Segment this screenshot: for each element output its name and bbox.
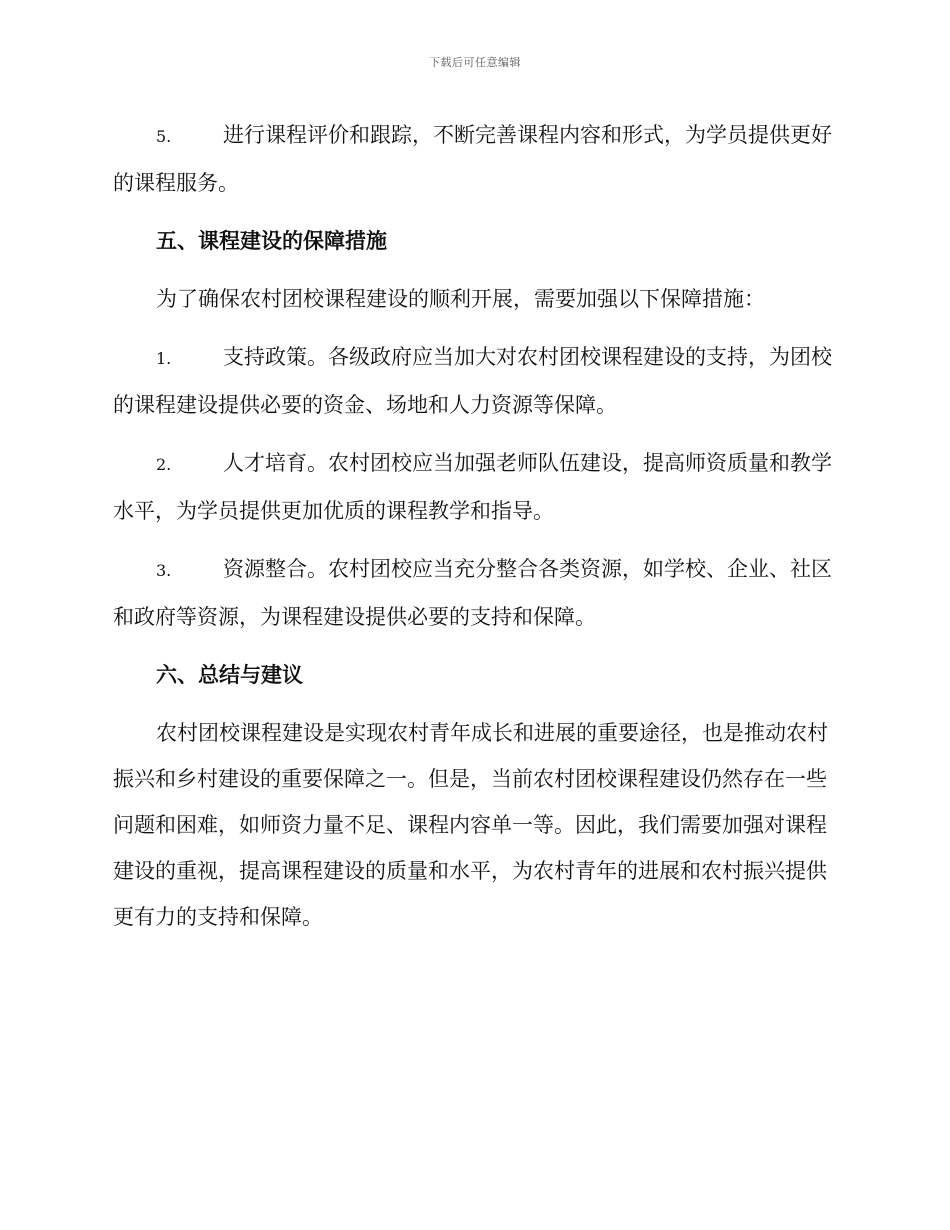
list-number: 2. bbox=[156, 455, 172, 474]
list-item-text: 人才培育。农村团校应当加强老师队伍建设，提高师资质量和教学水平，为学员提供更加优质的课程教学和指导。 bbox=[113, 451, 832, 523]
list-item-text: 进行课程评价和跟踪，不断完善课程内容和形式，为学员提供更好的课程服务。 bbox=[113, 123, 832, 195]
section-heading-5: 五、课程建设的保障措施 bbox=[156, 229, 387, 253]
list-item-1 bbox=[113, 334, 835, 428]
section-5-intro: 为了确保农村团校课程建设的顺利开展，需要加强以下保障措施： bbox=[156, 287, 765, 311]
list-item-5 bbox=[113, 112, 835, 206]
list-number: 1. bbox=[156, 349, 172, 368]
section-6-body: 农村团校课程建设是实现农村青年成长和进展的重要途径，也是推动农村振兴和乡村建设的重要保障之一。但是，当前农村团校课程建设仍然存在一些问题和困难，如师资力量不足、课程内容单一等。因此，我们需要加强对课程建设的重视，提高课程建设的质量和水平，为农村青年的进展和农村振兴提供更有力的支持和保障。 bbox=[113, 721, 828, 929]
list-item-3 bbox=[113, 546, 835, 640]
document-body bbox=[113, 112, 835, 952]
list-number: 5. bbox=[156, 127, 172, 146]
list-item-text: 资源整合。农村团校应当充分整合各类资源，如学校、企业、社区和政府等资源，为课程建设提供必要的支持和保障。 bbox=[113, 557, 832, 629]
section-heading-6: 六、总结与建议 bbox=[156, 663, 303, 687]
list-item-text: 支持政策。各级政府应当加大对农村团校课程建设的支持，为团校的课程建设提供必要的资金、场地和人力资源等保障。 bbox=[113, 345, 832, 417]
list-item-2 bbox=[113, 440, 835, 534]
list-number: 3. bbox=[156, 561, 172, 580]
page-header: 下载后可任意编辑 bbox=[429, 56, 521, 69]
